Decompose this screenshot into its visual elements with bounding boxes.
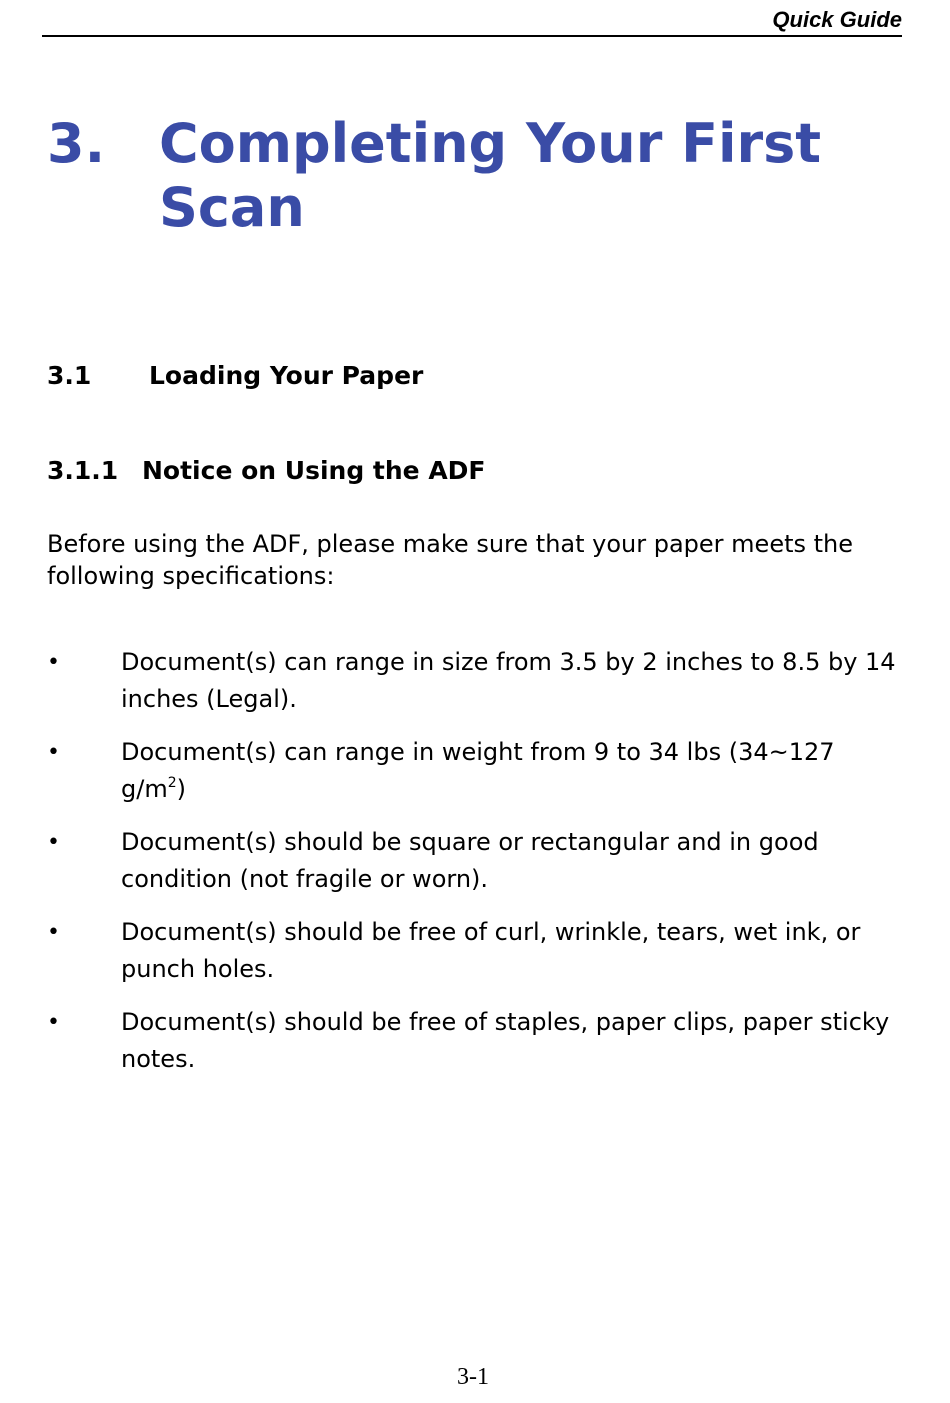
section-title: Loading Your Paper xyxy=(149,361,424,390)
spec-list xyxy=(47,644,907,1094)
list-item-text xyxy=(121,734,907,808)
list-item-text: Document(s) should be square or rectangular and in good condition (not fragile or worn). xyxy=(121,828,819,893)
bullet-icon: • xyxy=(47,650,60,675)
list-item xyxy=(47,824,907,898)
list-item-text: Document(s) should be free of staples, paper clips, paper sticky notes. xyxy=(121,1008,890,1073)
bullet-icon: • xyxy=(47,830,60,855)
page-number: 3-1 xyxy=(457,1364,489,1390)
bullet-icon: • xyxy=(47,920,60,945)
chapter-title-text: Completing Your First Scan xyxy=(159,112,822,239)
chapter-title xyxy=(47,112,907,240)
list-item xyxy=(47,1004,907,1078)
header-rule xyxy=(42,35,902,37)
subsection-number: 3.1.1 xyxy=(47,456,119,485)
section-number: 3.1 xyxy=(47,361,92,390)
intro-paragraph: Before using the ADF, please make sure that your paper meets the following specifications: xyxy=(47,530,854,590)
list-item-text-end: ) xyxy=(176,775,186,803)
section-heading xyxy=(47,360,423,392)
running-header: Quick Guide xyxy=(772,7,902,32)
list-item-text: Document(s) can range in size from 3.5 by 2 inches to 8.5 by 14 inches (Legal). xyxy=(121,648,896,713)
list-item xyxy=(47,644,907,718)
bullet-icon: • xyxy=(47,1010,60,1035)
list-item-text: Document(s) should be free of curl, wrinkle, tears, wet ink, or punch holes. xyxy=(121,918,861,983)
list-item-text-main: Document(s) can range in weight from 9 to 34 lbs (34~127 g/m xyxy=(121,738,835,803)
bullet-icon: • xyxy=(47,740,60,765)
list-item xyxy=(47,734,907,808)
subsection-heading xyxy=(47,455,486,487)
list-item xyxy=(47,914,907,988)
superscript: 2 xyxy=(167,775,177,791)
chapter-number: 3. xyxy=(47,112,106,175)
subsection-title: Notice on Using the ADF xyxy=(142,456,486,485)
